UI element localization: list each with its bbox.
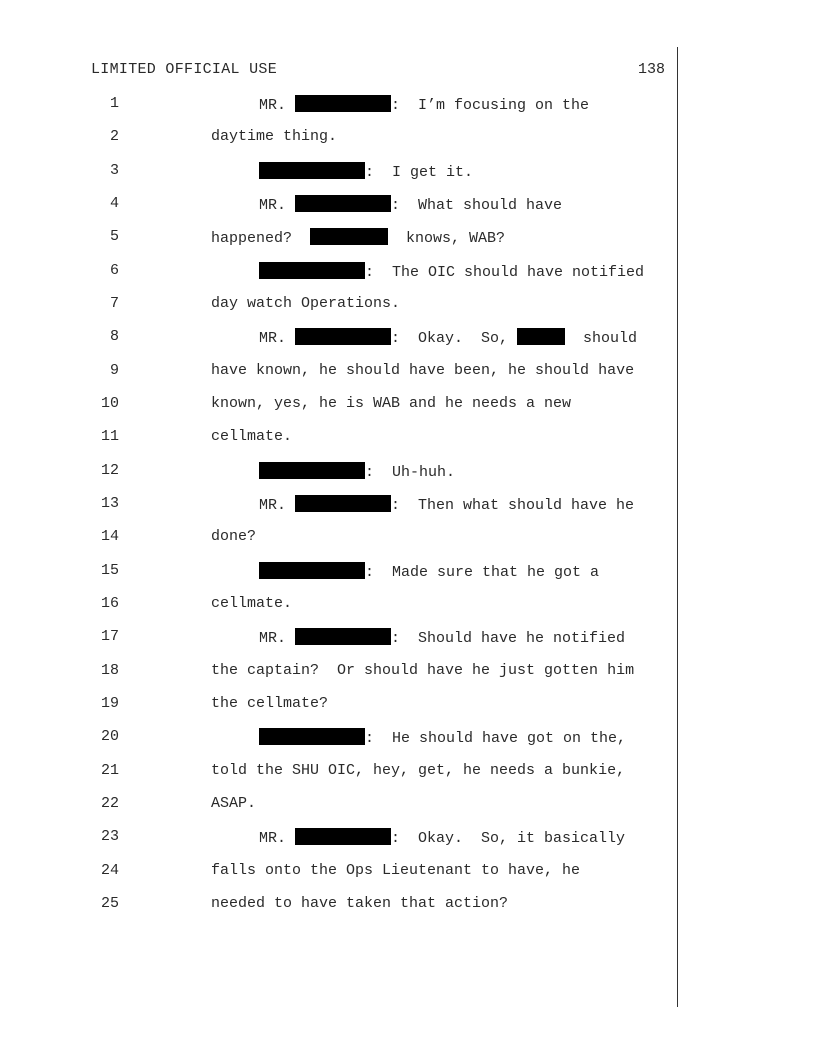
transcript-text: known, yes, he is WAB and he needs a new <box>211 395 572 412</box>
line-text <box>211 428 292 445</box>
transcript-text: : I get it. <box>365 164 474 181</box>
redaction-box <box>517 328 565 345</box>
transcript-text: should <box>565 330 638 347</box>
line-number: 9 <box>109 362 119 379</box>
line-number: 17 <box>100 628 119 645</box>
redaction-box <box>259 462 365 479</box>
page-header-label: LIMITED OFFICIAL USE <box>91 61 278 78</box>
transcript-text: : Should have he notified <box>391 630 626 647</box>
line-number: 2 <box>109 128 119 145</box>
transcript-text: the cellmate? <box>211 695 329 712</box>
transcript-text: told the SHU OIC, hey, get, he needs a bunkie, <box>211 762 626 779</box>
line-text <box>259 95 589 114</box>
redaction-box <box>295 328 391 345</box>
redaction-box <box>259 162 365 179</box>
transcript-text: : I’m focusing on the <box>391 97 590 114</box>
transcript-text: cellmate. <box>211 595 293 612</box>
line-number: 19 <box>100 695 119 712</box>
line-text <box>211 695 328 712</box>
line-text <box>211 362 634 379</box>
line-number: 14 <box>100 528 119 545</box>
redaction-box <box>295 828 391 845</box>
transcript-text: : Made sure that he got a <box>365 564 600 581</box>
redaction-box <box>259 728 365 745</box>
line-number: 8 <box>109 328 119 345</box>
line-text <box>211 595 292 612</box>
line-number: 22 <box>100 795 119 812</box>
transcript-text: : The OIC should have notified <box>365 264 645 281</box>
line-text <box>211 395 571 412</box>
line-text <box>259 162 473 181</box>
line-text <box>211 228 505 247</box>
transcript-text: day watch Operations. <box>211 295 401 312</box>
transcript-text: falls onto the Ops Lieutenant to have, he <box>211 862 581 879</box>
line-text <box>211 662 634 679</box>
line-number: 3 <box>109 162 119 179</box>
transcript-text: done? <box>211 528 257 545</box>
line-text <box>259 195 562 214</box>
transcript-text: MR. <box>259 330 296 347</box>
line-text <box>211 762 625 779</box>
line-number: 18 <box>100 662 119 679</box>
transcript-text: : What should have <box>391 197 563 214</box>
transcript-text: happened? <box>211 230 311 247</box>
right-margin-rule <box>677 47 678 1007</box>
line-text <box>211 895 508 912</box>
line-number: 10 <box>100 395 119 412</box>
transcript-text: : Then what should have he <box>391 497 635 514</box>
line-number: 23 <box>100 828 119 845</box>
line-number: 21 <box>100 762 119 779</box>
line-number: 13 <box>100 495 119 512</box>
line-text <box>211 528 256 545</box>
line-text <box>259 562 599 581</box>
redaction-box <box>259 262 365 279</box>
line-text <box>259 328 637 347</box>
transcript-text: MR. <box>259 97 296 114</box>
line-text <box>211 862 580 879</box>
line-number: 11 <box>100 428 119 445</box>
transcript-text: MR. <box>259 497 296 514</box>
line-text <box>259 628 625 647</box>
transcript-text: : Uh-huh. <box>365 464 456 481</box>
line-text <box>259 462 455 481</box>
transcript-text: the captain? Or should have he just gotten him <box>211 662 635 679</box>
transcript-text: : Okay. So, it basically <box>391 830 626 847</box>
line-text <box>211 795 256 812</box>
line-text <box>259 828 625 847</box>
line-number: 5 <box>109 228 119 245</box>
transcript-text: daytime thing. <box>211 128 338 145</box>
transcript-text: ASAP. <box>211 795 257 812</box>
line-text <box>259 728 626 747</box>
line-number: 7 <box>109 295 119 312</box>
transcript-text: have known, he should have been, he should have <box>211 362 635 379</box>
line-number: 4 <box>109 195 119 212</box>
redaction-box <box>295 495 391 512</box>
transcript-text: MR. <box>259 197 296 214</box>
redaction-box <box>295 95 391 112</box>
transcript-text: knows, WAB? <box>388 230 506 247</box>
redaction-box <box>295 628 391 645</box>
redaction-box <box>259 562 365 579</box>
line-number: 6 <box>109 262 119 279</box>
line-number: 1 <box>109 95 119 112</box>
redaction-box <box>310 228 388 245</box>
transcript-text: : He should have got on the, <box>365 730 627 747</box>
line-number: 20 <box>100 728 119 745</box>
page-number: 138 <box>638 61 666 78</box>
transcript-text: MR. <box>259 630 296 647</box>
transcript-text: : Okay. So, <box>391 330 518 347</box>
line-number: 15 <box>100 562 119 579</box>
line-text <box>259 262 644 281</box>
line-number: 16 <box>100 595 119 612</box>
line-number: 24 <box>100 862 119 879</box>
line-number: 25 <box>100 895 119 912</box>
line-text <box>259 495 634 514</box>
line-text <box>211 128 337 145</box>
line-number: 12 <box>100 462 119 479</box>
redaction-box <box>295 195 391 212</box>
line-text <box>211 295 400 312</box>
transcript-text: cellmate. <box>211 428 293 445</box>
transcript-text: needed to have taken that action? <box>211 895 509 912</box>
transcript-text: MR. <box>259 830 296 847</box>
